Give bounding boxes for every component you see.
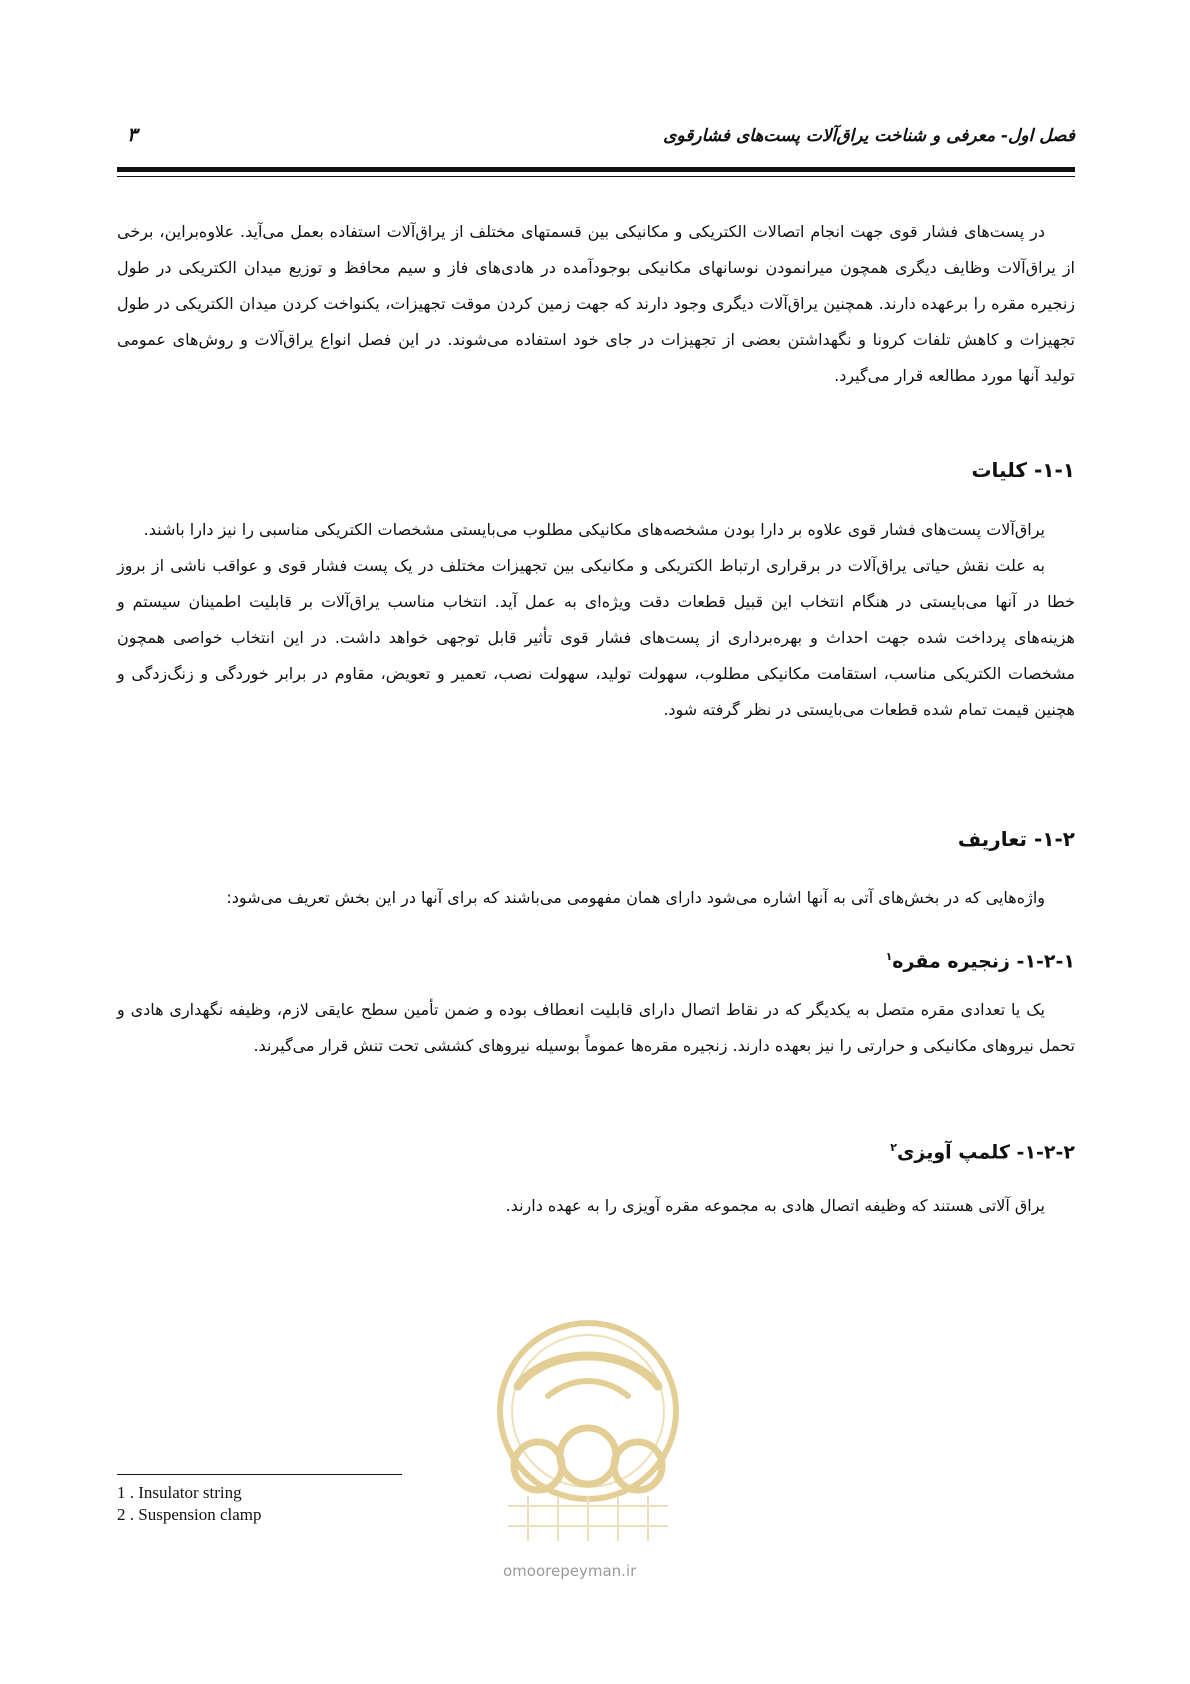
subsection-heading-suspension-clamp xyxy=(890,1141,1075,1163)
section1-paragraph-2: به علت نقش حیاتی یراق‌آلات در برقراری ارتباط الکتریکی و مکانیکی بین تجهیزات مختلف در یک پست فشار قوی و عواقب ناشی از بروز خطا در آنها می‌بایستی در هنگام انتخاب این قبیل قطعات دقت ویژه‌ای به عمل آید. انتخاب مناسب یراق‌آلات بر قابلیت اطمینان سیستم و هزینه‌های پرداخت شده جهت احداث و بهره‌برداری از پست‌های فشار قوی تأثیر قابل توجهی خواهد داشت. در این انتخاب خواصی همچون مشخصات الکتریکی مناسب، استقامت مکانیکی مطلوب، سهولت تولید، سهولت نصب، تعمیر و تعویض، مقاوم در برابر خوردگی و زنگ‌زدگی و هچنین قیمت تمام شده قطعات می‌بایستی در نظر گرفته شود. xyxy=(117,556,1075,719)
watermark-url: omoorepeyman.ir xyxy=(503,1562,637,1580)
header-title: فصل اول- معرفی و شناخت یراق‌آلات پست‌های فشارقوی xyxy=(663,126,1075,146)
page-number: ۳ xyxy=(127,124,138,146)
header-rule-thick xyxy=(117,167,1075,172)
footnote-mark: ۱ xyxy=(885,950,893,963)
subsection2-block xyxy=(117,1188,1075,1224)
section2-intro-block xyxy=(117,880,1075,916)
subsection-title: ۱-۲-۱- زنجیره مقره xyxy=(892,950,1075,973)
section2-paragraph: واژه‌هایی که در بخش‌های آتی به آنها اشاره می‌شود دارای همان مفهومی می‌باشند که برای آنها در این بخش تعریف می‌شود: xyxy=(226,888,1045,907)
footnotes xyxy=(117,1482,262,1526)
section1-block xyxy=(117,512,1075,728)
subsection-title: ۱-۲-۲- کلمپ آویزی xyxy=(896,1141,1075,1164)
watermark-logo xyxy=(478,1316,698,1566)
subsection1-block xyxy=(117,992,1075,1064)
section-heading-generalities: ۱-۱- کلیات xyxy=(971,458,1075,482)
section1-paragraph-1: یراق‌آلات پست‌های فشار قوی علاوه بر دارا بودن مشخصه‌های مکانیکی مطلوب می‌بایستی مشخصات الکتریکی مناسبی را نیز دارا باشند. xyxy=(143,520,1045,539)
footnote-separator xyxy=(117,1474,402,1475)
footnote-2: 2 . Suspension clamp xyxy=(117,1505,262,1524)
subsection2-paragraph: یراق آلاتی هستند که وظیفه اتصال هادی به مجموعه مقره آویزی را به عهده دارند. xyxy=(505,1196,1045,1215)
intro-paragraph: در پست‌های فشار قوی جهت انجام اتصالات الکتریکی و مکانیکی بین قسمتهای مختلف از یراق‌آلات استفاده بعمل می‌آید. علاوه‌براین، برخی از یراق‌آلات وظایف دیگری همچون میرانمودن نوسانهای مکانیکی بوجودآمده در هادی‌های فاز و سیم محافظ و توزیع میدان الکتریکی در طول زنجیره مقره را برعهده دارند. همچنین یراق‌آلات دیگری وجود دارند که جهت زمین کردن موقت تجهیزات، یکنواخت کردن میدان الکتریکی در طول تجهیزات و کاهش تلفات کرونا و نگهداشتن بعضی از تجهیزات در جای خود استفاده می‌شوند. در این فصل انواع یراق‌آلات و روش‌های عمومی تولید آنها مورد مطالعه قرار می‌گیرد. xyxy=(117,222,1075,385)
footnote-mark: ۲ xyxy=(890,1141,897,1154)
header-rule-thin xyxy=(117,176,1075,177)
footnote-1: 1 . Insulator string xyxy=(117,1483,242,1502)
running-header xyxy=(117,126,1075,158)
section-heading-definitions: ۱-۲- تعاریف xyxy=(957,827,1075,851)
subsection1-paragraph: یک یا تعدادی مقره متصل به یکدیگر که در نقاط اتصال دارای قابلیت انعطاف بوده و ضمن تأمین سطح عایقی لازم، وظیفه نگهداری هادی و تحمل نیروهای مکانیکی و حرارتی را نیز بعهده دارند. زنجیره مقره‌ها عموماً بوسیله نیروهای کششی تحت تنش قرار می‌گیرند. xyxy=(117,1000,1075,1055)
subsection-heading-insulator-string xyxy=(886,950,1075,972)
intro-block xyxy=(117,214,1075,394)
